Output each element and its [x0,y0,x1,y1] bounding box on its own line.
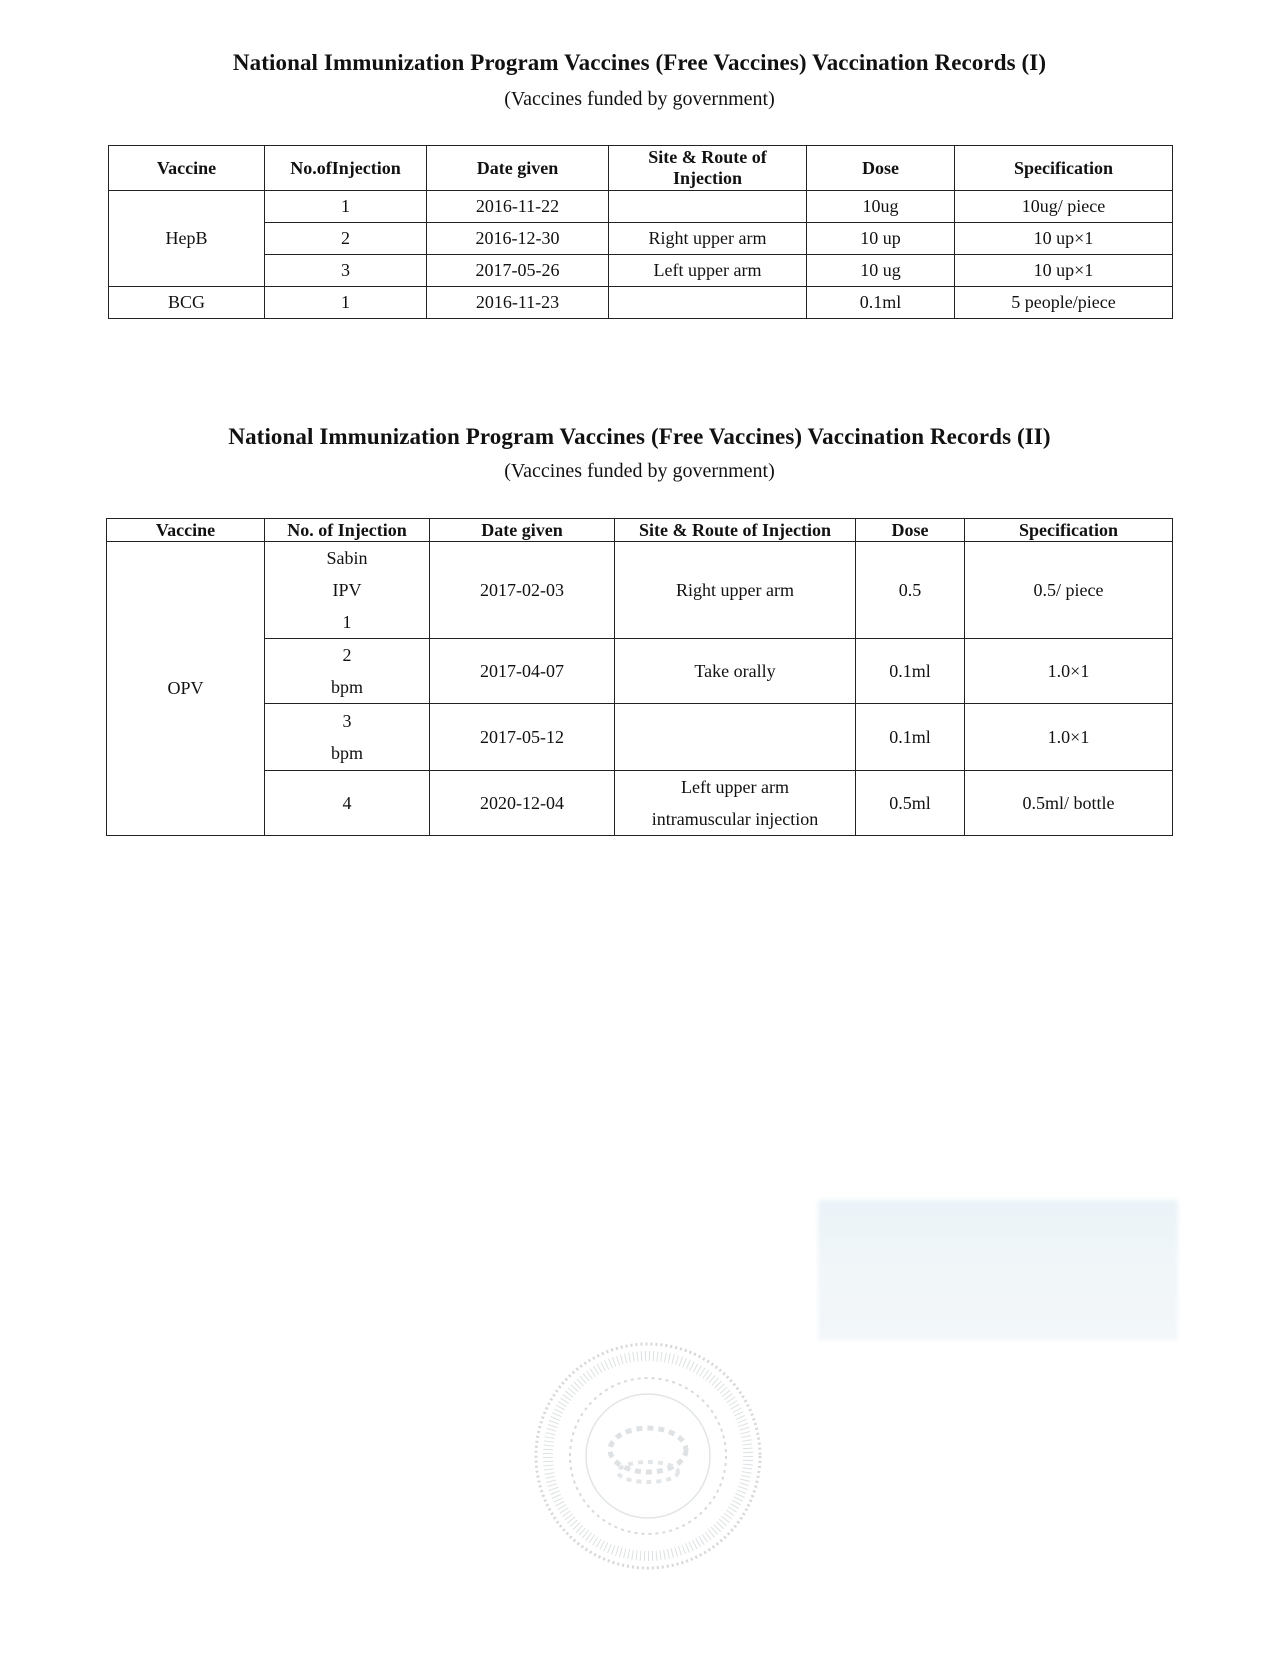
dose-cell: 10 up [807,223,955,255]
table-row [109,191,1173,223]
spec-cell: 10ug/ piece [955,191,1173,223]
dose-cell: 0.1ml [856,639,965,704]
section-1-subtitle: (Vaccines funded by government) [504,88,775,110]
injection-no-line: Sabin [326,548,368,568]
injection-no-cell [265,542,430,639]
date-cell: 2016-11-22 [427,191,609,223]
injection-no-line: bpm [330,677,363,697]
site-cell: Right upper arm [609,223,807,255]
date-cell: 2016-12-30 [427,223,609,255]
header-specification: Specification [955,146,1173,191]
injection-no-cell: 3 [265,255,427,287]
date-cell: 2017-04-07 [430,639,615,704]
injection-no-cell [265,704,430,771]
site-cell [609,287,807,319]
dose-cell: 0.1ml [807,287,955,319]
injection-no-cell: 1 [265,287,427,319]
site-cell: Right upper arm [615,542,856,639]
vaccine-cell: OPV [107,542,265,836]
table-row [109,287,1173,319]
table-2-header-row [107,519,1173,542]
spec-cell: 0.5ml/ bottle [965,771,1173,836]
header-vaccine: Vaccine [107,519,265,542]
section-1-title: National Immunization Program Vaccines (Free Vaccines) Vaccination Records (I) [232,50,1047,75]
dose-cell: 0.5ml [856,771,965,836]
spec-cell: 1.0×1 [965,639,1173,704]
site-cell: Take orally [615,639,856,704]
site-cell [615,704,856,771]
dose-cell: 10ug [807,191,955,223]
spec-cell: 10 up×1 [955,223,1173,255]
header-vaccine: Vaccine [109,146,265,191]
vaccine-cell: HepB [109,191,265,287]
table-row [107,542,1173,639]
site-cell [609,191,807,223]
injection-no-line: 1 [342,612,352,632]
injection-no-cell: 2 [265,223,427,255]
records-table-2 [106,518,1173,836]
spec-cell: 10 up×1 [955,255,1173,287]
site-cell [615,771,856,836]
injection-no-cell: 4 [265,771,430,836]
header-no-of-injection: No. of Injection [265,519,430,542]
date-cell: 2017-05-26 [427,255,609,287]
injection-no-line: 3 [342,711,352,731]
injection-no-cell [265,639,430,704]
header-date-given: Date given [427,146,609,191]
spec-cell: 1.0×1 [965,704,1173,771]
header-dose: Dose [856,519,965,542]
date-cell: 2017-02-03 [430,542,615,639]
dose-cell: 0.5 [856,542,965,639]
header-date-given: Date given [430,519,615,542]
header-no-of-injection: No.ofInjection [265,146,427,191]
header-site-route: Site & Route of Injection [615,519,856,542]
section-2-title: National Immunization Program Vaccines (Free Vaccines) Vaccination Records (II) [228,424,1051,449]
table-1-header-row [109,146,1173,191]
spec-cell: 5 people/piece [955,287,1173,319]
table-row [107,639,1173,704]
table-row [107,771,1173,836]
date-cell: 2017-05-12 [430,704,615,771]
injection-no-line: IPV [332,580,362,600]
header-site-route: Site & Route of Injection [609,146,807,191]
dose-cell: 10 ug [807,255,955,287]
dose-cell: 0.1ml [856,704,965,771]
vaccine-cell: BCG [109,287,265,319]
site-line: Left upper arm [681,777,789,797]
header-dose: Dose [807,146,955,191]
table-row [107,704,1173,771]
site-line: intramuscular injection [651,809,819,829]
date-cell: 2016-11-23 [427,287,609,319]
embossed-seal-icon [530,1338,766,1574]
table-row [109,255,1173,287]
section-2-subtitle: (Vaccines funded by government) [504,460,775,482]
records-table-1 [108,145,1173,319]
injection-no-line: bpm [330,743,363,763]
spec-cell: 0.5/ piece [965,542,1173,639]
header-specification: Specification [965,519,1173,542]
date-cell: 2020-12-04 [430,771,615,836]
injection-no-cell: 1 [265,191,427,223]
site-cell: Left upper arm [609,255,807,287]
table-row [109,223,1173,255]
injection-no-line: 2 [342,645,352,665]
redacted-area [818,1200,1178,1340]
